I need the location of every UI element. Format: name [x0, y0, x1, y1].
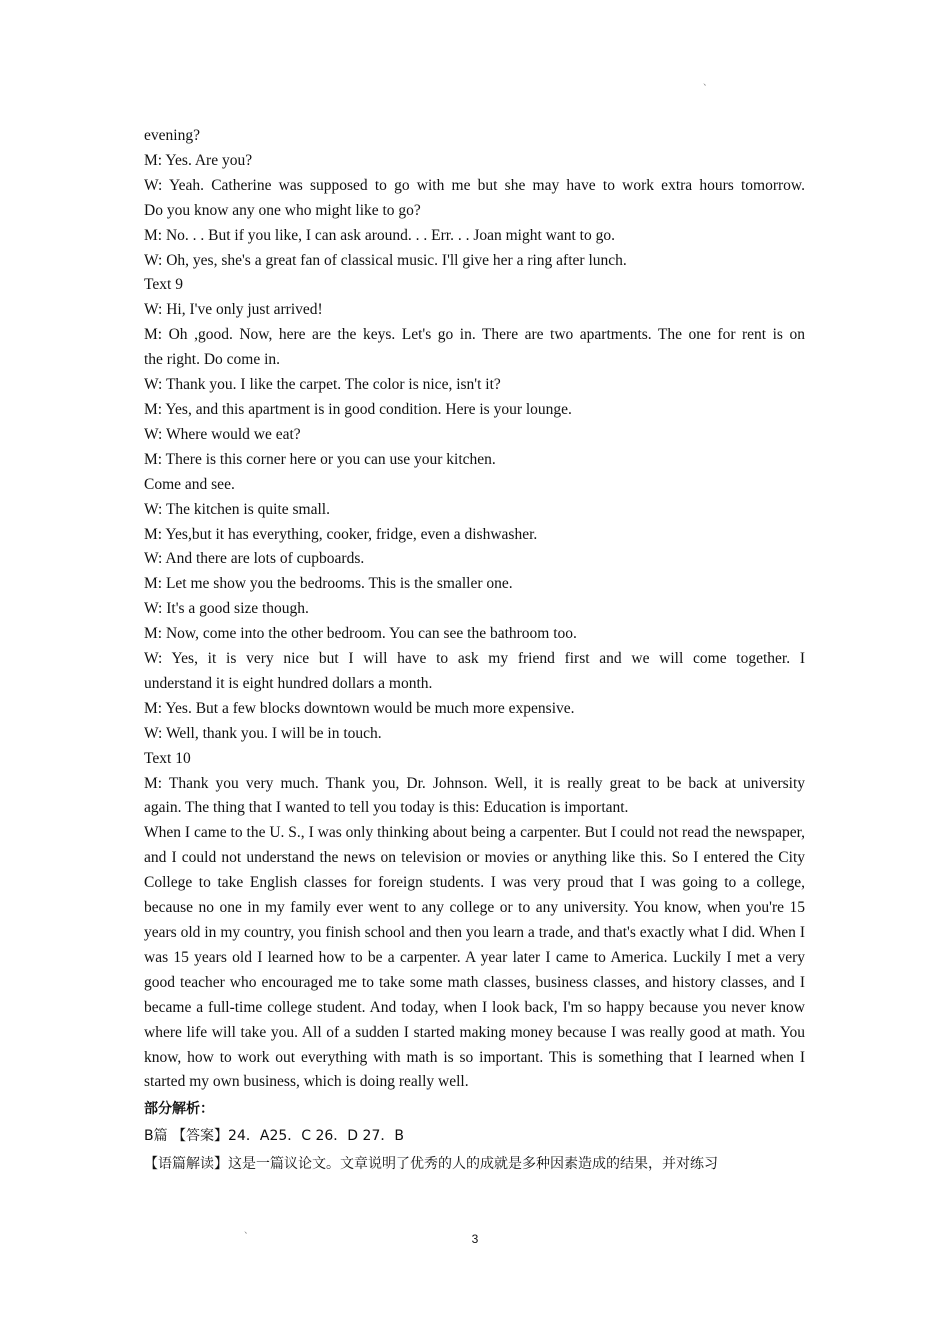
transcript-line: again. The thing that I wanted to tell you today is this: Education is important. — [144, 799, 629, 817]
transcript-line: W: The kitchen is quite small. — [144, 500, 330, 518]
transcript-line: M: Now, come into the other bedroom. You can see the bathroom too. — [144, 625, 577, 643]
transcript-line: evening? — [144, 127, 200, 144]
page-number: 3 — [471, 1232, 479, 1246]
analysis-heading: 部分解析： — [144, 1101, 214, 1118]
section-heading-text-10: Text 10 — [144, 749, 191, 767]
bottom-mark: 、 — [244, 1225, 254, 1235]
transcript-line: W: Hi, I've only just arrived! — [144, 301, 323, 319]
transcript-line: M: Yes. Are you? — [144, 151, 253, 169]
transcript-line: W: Well, thank you. I will be in touch. — [144, 724, 382, 742]
transcript-line: W: Yeah. Catherine was supposed to go with me but she may have to work extra hours tomorrow. — [144, 176, 805, 194]
transcript-line: M: Oh ,good. Now, here are the keys. Let's go in. There are two apartments. The one for rent is on — [144, 326, 805, 344]
transcript-line: W: Where would we eat? — [144, 425, 301, 443]
transcript-line: M: Yes. But a few blocks downtown would be much more expensive. — [144, 699, 575, 717]
reading-explanation-line: 【语篇解读】这是一篇议论文。文章说明了优秀的人的成就是多种因素造成的结果，并对练习 — [144, 1156, 718, 1173]
transcript-line: understand it is eight hundred dollars a month. — [144, 674, 433, 692]
page-content — [144, 124, 805, 1178]
transcript-line: W: Thank you. I like the carpet. The color is nice, isn't it? — [144, 376, 501, 394]
transcript-line: Come and see. — [144, 475, 235, 493]
transcript-line: M: There is this corner here or you can use your kitchen. — [144, 450, 496, 468]
transcript-line: M: Let me show you the bedrooms. This is the smaller one. — [144, 575, 513, 593]
transcript-line: W: Yes, it is very nice but I will have to ask my friend first and we will come together. I — [144, 650, 805, 668]
transcript-line: Do you know any one who might like to go? — [144, 201, 421, 219]
transcript-line: W: Oh, yes, she's a great fan of classical music. I'll give her a ring after lunch. — [144, 251, 627, 269]
transcript-line: M: Yes,but it has everything, cooker, fridge, even a dishwasher. — [144, 525, 538, 543]
transcript-line: W: It's a good size though. — [144, 600, 309, 618]
transcript-line: the right. Do come in. — [144, 351, 281, 369]
speech-paragraph: When I came to the U. S., I was only thinking about being a carpenter. But I could not read the newspaper, and I could not understand the news on television or movies or anything like this. So I entered the City College to take English classes for foreign students. I was very proud that I was going to a college, because no one in my family ever went to any college or to any university. You know, when you're 15 years old in my country, you finish school and then you learn a trade, and that's exactly what I did. When I was 15 years old I learned how to be a carpenter. A year later I came to America. Luckily I met a very good teacher who encouraged me to take some math classes, business classes, and history classes, and I became a full-time college student. And today, when I look back, I'm so happy because you never know where life will take you. All of a sudden I started making money because I was really good at math. You know, how to work out everything with math is so important. This is something that I learned when I started my own business, which is doing really well. — [144, 824, 805, 1091]
transcript-line: M: No. . . But if you like, I can ask around. . . Err. . . Joan might want to go. — [144, 226, 615, 244]
section-heading-text-9: Text 9 — [144, 276, 183, 294]
answer-line: B篇 【答案】24．A25．C 26．D 27．B — [144, 1128, 404, 1145]
transcript-line: M: Thank you very much. Thank you, Dr. Johnson. Well, it is really great to be back at university — [144, 774, 805, 792]
top-mark: 、 — [703, 77, 713, 87]
transcript-line: W: And there are lots of cupboards. — [144, 550, 365, 568]
transcript-line: M: Yes, and this apartment is in good condition. Here is your lounge. — [144, 400, 572, 418]
